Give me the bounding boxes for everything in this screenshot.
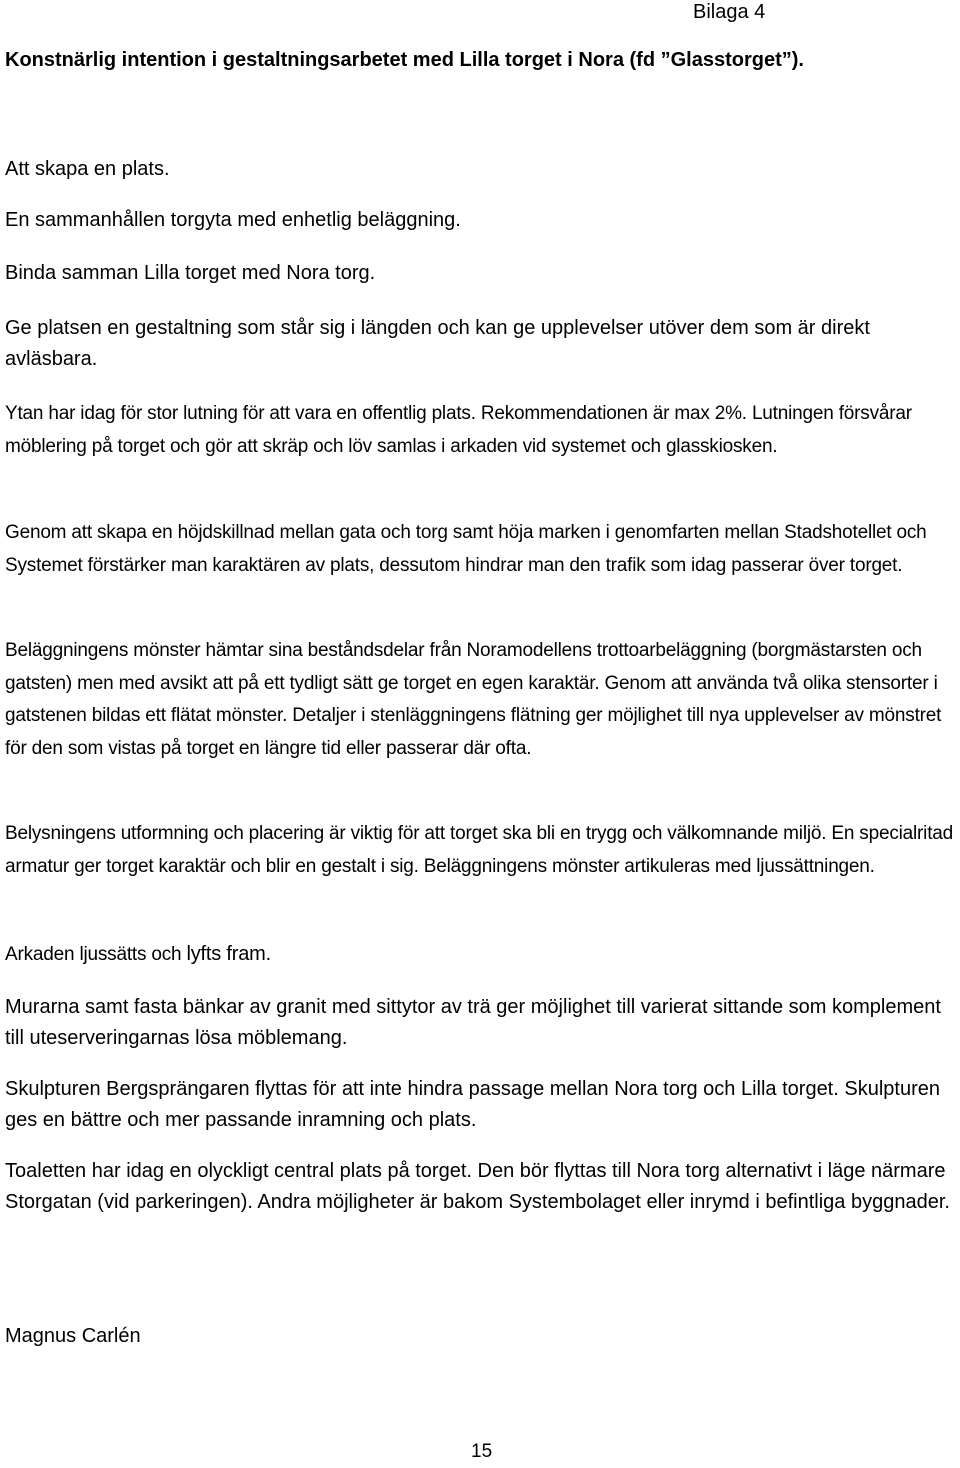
paragraph-paving: Beläggningens mönster hämtar sina beståndsdelar från Noramodellens trottoarbeläggning (borgmästarsten och gatsten) men med avsikt att på ett tydligt sätt ge torget en egen karaktär. Genom att använda två olika stensorter i gatstenen bildas ett flätat mönster. Detaljer i stenläggningens flätning ger möjlighet till nya upplevelser av mönstret för den som vistas på torget en längre tid eller passerar där ofta. [5, 640, 942, 759]
signature: Magnus Carlén [5, 1325, 141, 1347]
paragraph-lighting: Belysningens utformning och placering är viktig för att torget ska bli en trygg och välkomnande miljö. En specialritad armatur ger torget karaktär och blir en gestalt i sig. Beläggningens mönster artikuleras med ljussättningen. [5, 823, 954, 877]
annex-label: Bilaga 4 [693, 1, 766, 23]
paragraph-arcade [5, 938, 271, 972]
paragraph-height-difference: Genom att skapa en höjdskillnad mellan gata och torg samt höja marken i genomfarten mellan Stadshotellet och Systemet förstärker man karaktären av plats, dessutom hindrar man den trafik som idag passerar över torget. [5, 522, 927, 576]
paragraph-slope: Ytan har idag för stor lutning för att vara en offentlig plats. Rekommendationen är max 2%. Lutningen försvårar möblering på torget och gör att skräp och löv samlas i arkaden vid systemet och glasskiosken. [5, 403, 912, 457]
paragraph-toilet: Toaletten har idag en olyckligt central plats på torget. Den bör flyttas till Nora torg alternativt i läge närmare Storgatan (vid parkeringen). Andra möjligheter är bakom Systembolaget eller inrymd i befintliga byggnader. [5, 1160, 950, 1213]
paragraph-sculpture: Skulpturen Bergsprängaren flyttas för att inte hindra passage mellan Nora torg och Lilla torget. Skulpturen ges en bättre och mer passande inramning och plats. [5, 1078, 940, 1131]
paragraph-experience: Ge platsen en gestaltning som står sig i längden och kan ge upplevelser utöver dem som är direkt avläsbara. [5, 317, 870, 370]
intro-line-2: En sammanhållen torgyta med enhetlig beläggning. [5, 209, 461, 231]
arcade-text-part-1: Arkaden ljussätts och [5, 944, 187, 965]
paragraph-walls: Murarna samt fasta bänkar av granit med sittytor av trä ger möjlighet till varierat sittande som komplement till uteserveringarnas lösa möblemang. [5, 996, 941, 1049]
intro-line-1: Att skapa en plats. [5, 158, 170, 180]
arcade-text-part-2: lyfts fram. [186, 943, 271, 965]
intro-line-3: Binda samman Lilla torget med Nora torg. [5, 262, 376, 284]
document-title: Konstnärlig intention i gestaltningsarbetet med Lilla torget i Nora (fd ”Glasstorget”). [5, 49, 804, 71]
page-number: 15 [471, 1441, 493, 1462]
